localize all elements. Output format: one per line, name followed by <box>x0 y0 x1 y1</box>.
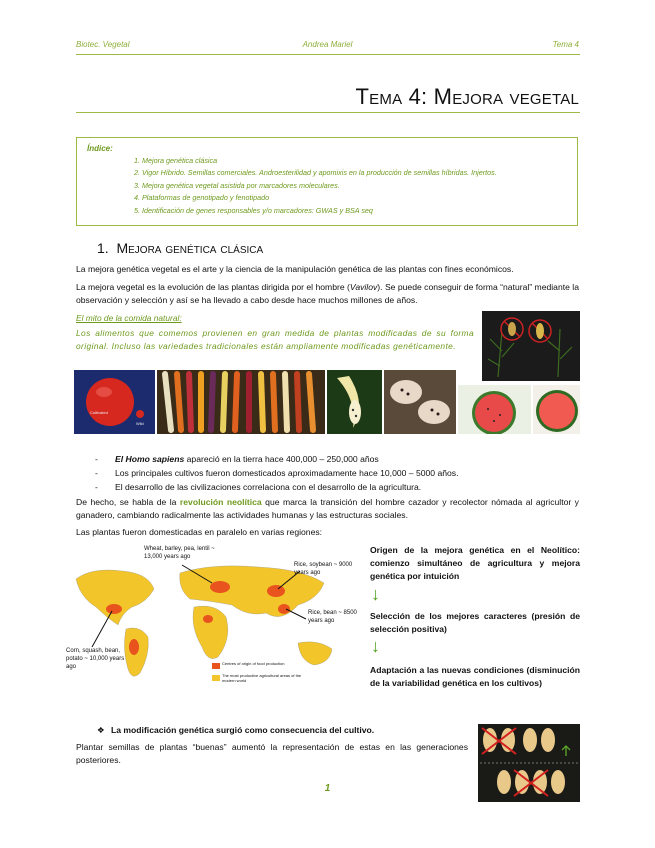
toc-item[interactable]: 3. Mejora genética vegetal asistida por marcadores moleculares. <box>142 180 567 192</box>
paragraph-neolithic: De hecho, se habla de la revolución neolítica que marca la transición del hombre cazador y recolector nómada al agricultor y ganadero, cambiando radicalmente las actividades humanas y las estructuras sociales. <box>76 497 579 520</box>
selection-text: Selección de los mejores caracteres (presión de selección positiva) <box>370 611 580 634</box>
watermelon-image-1 <box>458 385 531 434</box>
teosinte-maize-image <box>482 311 580 381</box>
tomato-image <box>74 370 155 434</box>
diamond-bullet-icon: ❖ <box>97 725 105 735</box>
facts-list <box>95 452 459 494</box>
banana-image <box>327 370 382 434</box>
toc-item[interactable]: 2. Vigor Híbrido. Semillas comerciales. Androesterilidad y apomixis en la producción de semillas híbridas. Injertos. <box>142 167 567 179</box>
toc-list <box>87 155 567 217</box>
toc-item[interactable]: 4. Plataformas de genotipado y fenotipado <box>142 192 567 204</box>
world-map-image <box>62 543 360 691</box>
toc-item[interactable]: 5. Identificación de genes responsables y/o marcadores: GWAS y BSA seq <box>142 205 567 217</box>
modification-bullet: ❖ La modificación genética surgió como consecuencia del cultivo. <box>97 725 375 735</box>
table-of-contents <box>76 137 578 226</box>
header-left: Biotec. Vegetal <box>76 40 130 49</box>
paragraph-regions: Las plantas fueron domesticadas en paralelo en varias regiones: <box>76 527 323 537</box>
page-number: 1 <box>324 783 331 794</box>
map-label-rice-soybean: Rice, soybean ~ 9000 years ago <box>294 562 353 576</box>
eggplant-image <box>384 370 456 434</box>
neolithic-origin-text: Origen de la mejora genética en el Neolítico: comienzo simultáneo de agricultura y mejora genética por intuición <box>370 545 580 581</box>
section-heading: 1. Mejora genética clásica <box>97 240 264 256</box>
paragraph-seeds: Plantar semillas de plantas “buenas” aumentó la representación de estas en las generaciones posteriores. <box>76 742 468 765</box>
toc-item[interactable]: 1. Mejora genética clásica <box>142 155 567 167</box>
title-rule <box>76 112 580 113</box>
arrow-down-icon: ↓ <box>371 584 380 604</box>
map-label-rice-bean: Rice, bean ~ 8500 years ago <box>308 610 357 624</box>
map-legend-productive: The most productive agricultural areas of the modern world <box>222 673 302 683</box>
header-right: Tema 4 <box>552 40 579 49</box>
header-rule <box>76 54 580 55</box>
map-label-corn: Corn, squash, bean, potato ~ 10,000 years ago <box>66 648 125 670</box>
myth-title: El mito de la comida natural: <box>76 313 182 323</box>
map-legend-origin: Centres of origin of food production <box>222 661 285 666</box>
watermelon-image-2 <box>533 385 580 434</box>
paragraph-definition: La mejora genética vegetal es el arte y la ciencia de la manipulación genética de las plantas con fines económicos. <box>76 264 514 274</box>
myth-text: Los alimentos que comemos provienen en gran medida de plantas modificadas de su forma original. Incluso las variedades tradicionales están ampliamente modificadas genéticamente. <box>76 328 474 351</box>
list-item: - Los principales cultivos fueron domesticados aproximadamente hace 10,000 – 5000 años. <box>95 468 459 478</box>
map-label-wheat: Wheat, barley, pea, lentil ~ 13,000 years ago <box>144 546 215 560</box>
list-item: - El desarrollo de las civilizaciones correlaciona con el desarrollo de la agricultura. <box>95 482 422 492</box>
tomato-label-cultivated: Cultivated <box>90 410 108 415</box>
header-center: Andrea Mariel <box>302 40 353 49</box>
tomato-label-wild: Wild <box>136 421 144 426</box>
arrow-down-icon: ↓ <box>371 636 380 656</box>
list-item: - El Homo sapiens apareció en la tierra hace 400,000 – 250,000 años <box>95 454 379 464</box>
carrots-image <box>157 370 325 434</box>
paragraph-evolution: La mejora vegetal es la evolución de las plantas dirigida por el hombre (Vavilov). Se puede conseguir de forma “natural” mediante la observación y selección y así se ha llevado a cabo desde hace muchos millones de años. <box>76 282 579 305</box>
adaptation-text: Adaptación a las nuevas condiciones (disminución de la variabilidad genética en los cultivos) <box>370 665 580 688</box>
page-title: Tema 4: Mejora vegetal <box>355 84 579 109</box>
toc-label: Índice: <box>87 144 113 153</box>
